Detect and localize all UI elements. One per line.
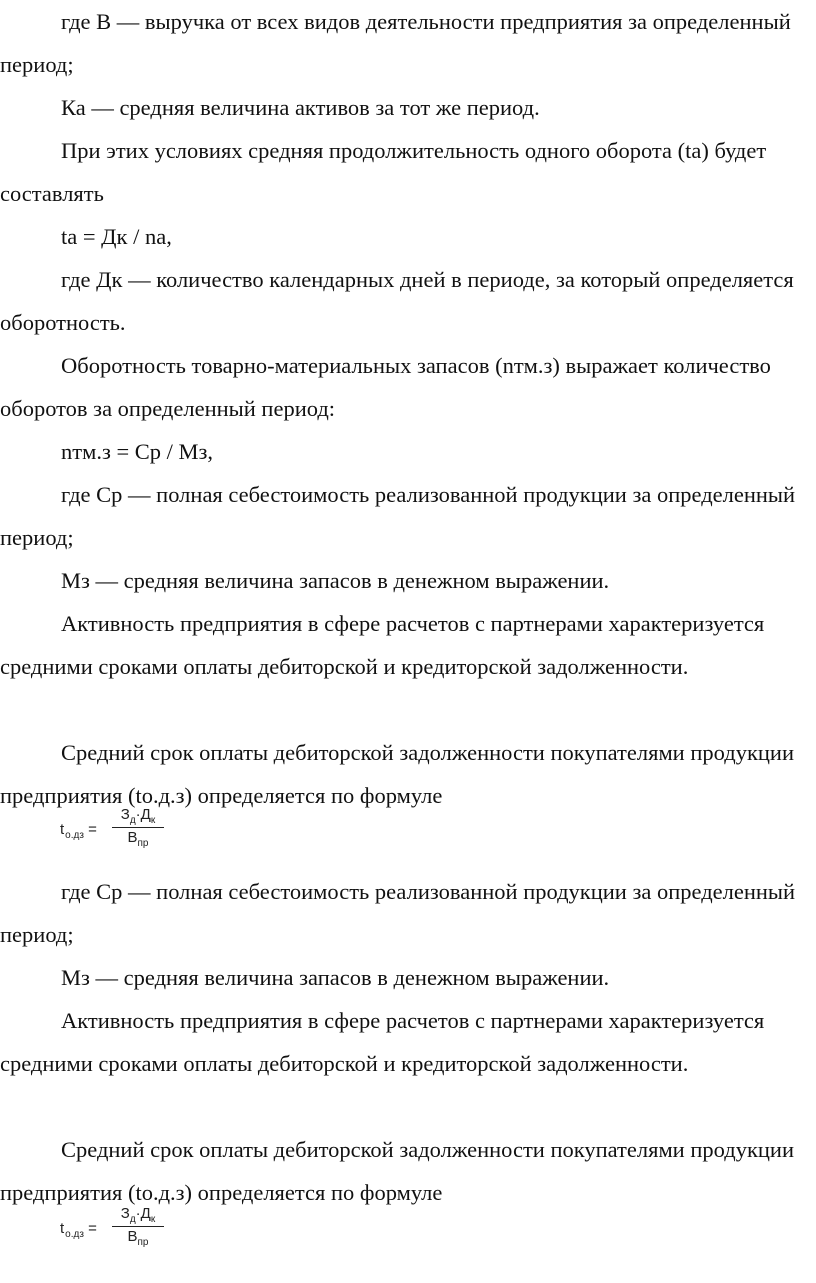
paragraph-inventory-definition: Мз — средняя величина запасов в денежном выражении. — [61, 568, 610, 593]
formula-inventory-turnover: nтм.з = Ср / Мз, — [61, 439, 214, 464]
formula-denominator: $В_{пр}$ — [127, 1228, 149, 1248]
formula-denominator: $В_{пр}$ — [127, 829, 149, 849]
paragraph-settlement-activity: Активность предприятия в сфере расчетов с партнерами характеризуется средними сроками оплаты дебиторской и кредиторской задолженности. — [0, 611, 765, 679]
formula-fraction-bar — [112, 827, 164, 828]
paragraph-settlement-activity-repeat: Активность предприятия в сфере расчетов с партнерами характеризуется средними сроками оплаты дебиторской и кредиторской задолженности. — [0, 1008, 765, 1076]
formula-turnover-duration: tа = Дк / nа, — [61, 224, 172, 249]
formula-fraction — [112, 1207, 164, 1261]
paragraph-receivables-term-intro-repeat: Средний срок оплаты дебиторской задолженности покупателями продукции предприятия (tо.д.з) определяется по формуле — [0, 1137, 794, 1205]
paragraph-receivables-term-intro: Средний срок оплаты дебиторской задолженности покупателями продукции предприятия (tо.д.з) определяется по формуле — [0, 740, 794, 808]
paragraph-cost-definition-repeat: где Ср — полная себестоимость реализованной продукции за определенный период; — [0, 879, 796, 947]
paragraph-revenue-definition: где В — выручка от всех видов деятельности предприятия за определенный период; — [0, 9, 791, 77]
receivables-term-formula-repeat — [60, 1207, 200, 1261]
formula-lhs: $t_{о.дз}$ = — [60, 1220, 97, 1240]
paragraph-cost-definition: где Ср — полная себестоимость реализованной продукции за определенный период; — [0, 482, 796, 550]
formula-numerator: $З_д\cdot Д_к$ — [120, 806, 156, 826]
paragraph-turnover-duration-intro: При этих условиях средняя продолжительность одного оборота (tа) будет составлять — [0, 138, 767, 206]
paragraph-inventory-turnover-intro: Оборотность товарно-материальных запасов (nтм.з) выражает количество оборотов за определенный период: — [0, 353, 771, 421]
formula-lhs: $t_{о.дз}$ = — [60, 821, 97, 841]
receivables-term-formula — [60, 808, 200, 862]
paragraph-assets-definition: Ка — средняя величина активов за тот же период. — [61, 95, 540, 120]
formula-fraction-bar — [112, 1226, 164, 1227]
formula-fraction — [112, 808, 164, 862]
paragraph-inventory-definition-repeat: Мз — средняя величина запасов в денежном выражении. — [61, 965, 610, 990]
formula-numerator: $З_д\cdot Д_к$ — [120, 1205, 156, 1225]
paragraph-calendar-days-definition: где Дк — количество календарных дней в периоде, за который определяется оборотность. — [0, 267, 794, 335]
